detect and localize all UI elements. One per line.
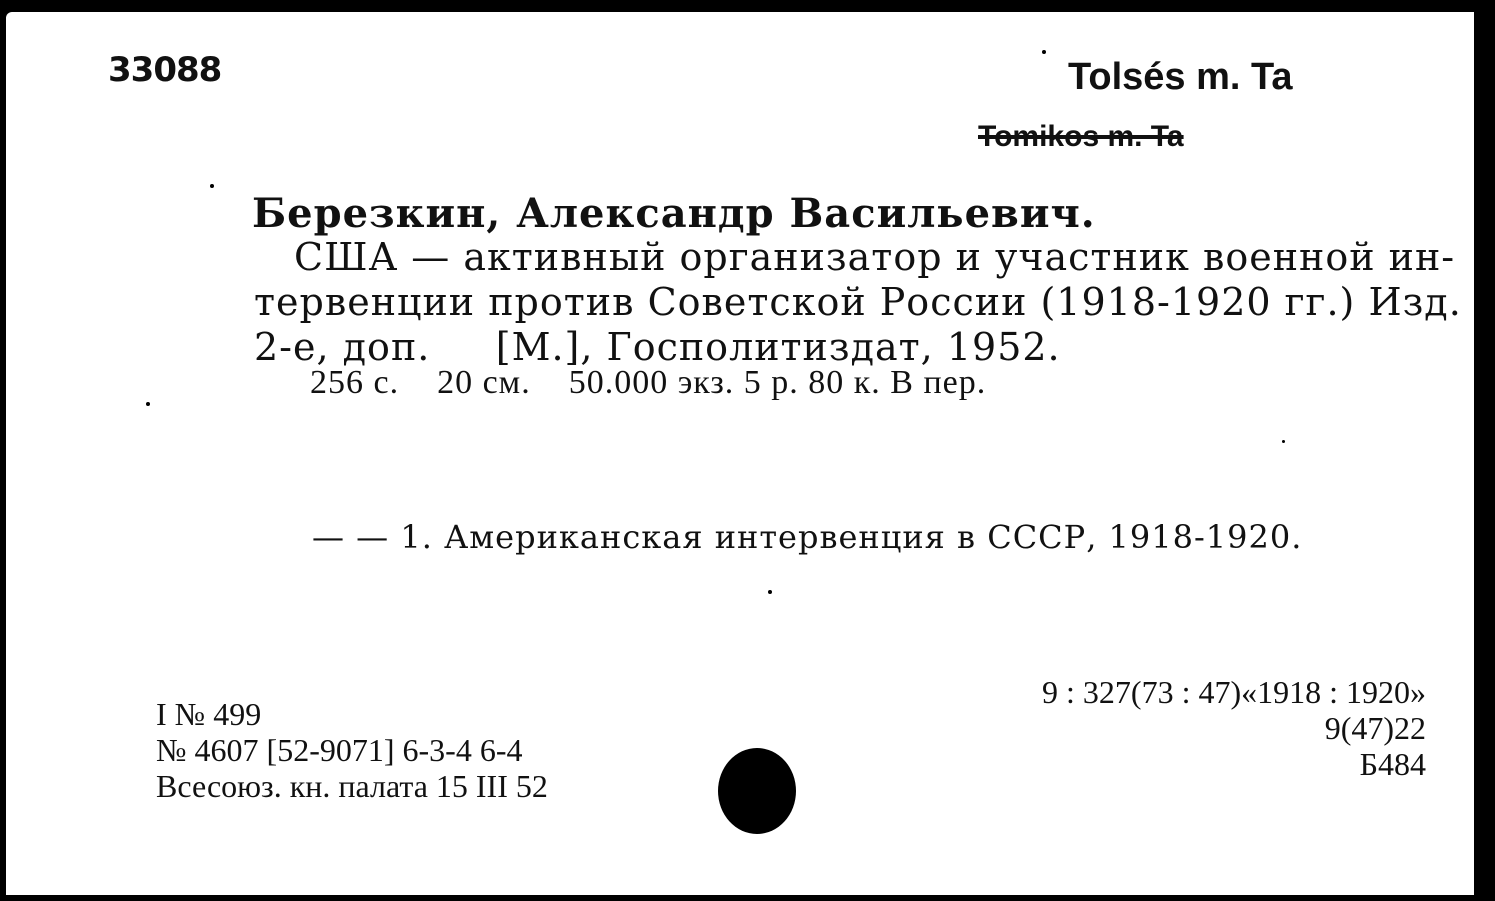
footer-registration-1: I № 499 (156, 696, 262, 732)
ink-speck (210, 184, 214, 188)
stamp-line-2-struck: Tomikos m. Ta (978, 120, 1184, 153)
classification-1: 9 : 327(73 : 47)«1918 : 1920» (1042, 674, 1426, 710)
footer-chamber: Всесоюз. кн. палата 15 III 52 (156, 768, 548, 804)
collation-line: 256 с. 20 см. 50.000 экз. 5 р. 80 к. В пер. (310, 364, 987, 401)
author-heading: Березкин, Александр Васильевич. (252, 190, 1096, 237)
handwritten-number: 33088 (108, 50, 222, 90)
card-punch-hole (718, 748, 796, 834)
ink-speck (146, 402, 150, 406)
subject-heading: — — 1. Американская интервенция в СССР, 1918-1920. (312, 518, 1303, 556)
title-line-2: тервенции против Советской России (1918-1920 гг.) Изд. (254, 280, 1462, 324)
ink-speck (1282, 440, 1285, 443)
footer-registration-2: № 4607 [52-9071] 6-3-4 6-4 (156, 732, 523, 768)
title-line-3: 2-е, доп. [М.], Госполитиздат, 1952. (254, 325, 1061, 369)
title-line-1: США — активный организатор и участник военной ин- (294, 235, 1456, 279)
ink-speck (1042, 50, 1046, 54)
stamp-line-1: Tolsés m. Ta (1068, 56, 1293, 98)
ink-speck (768, 590, 772, 594)
classification-2: 9(47)22 (1324, 710, 1426, 746)
classification-3: Б484 (1359, 746, 1426, 782)
